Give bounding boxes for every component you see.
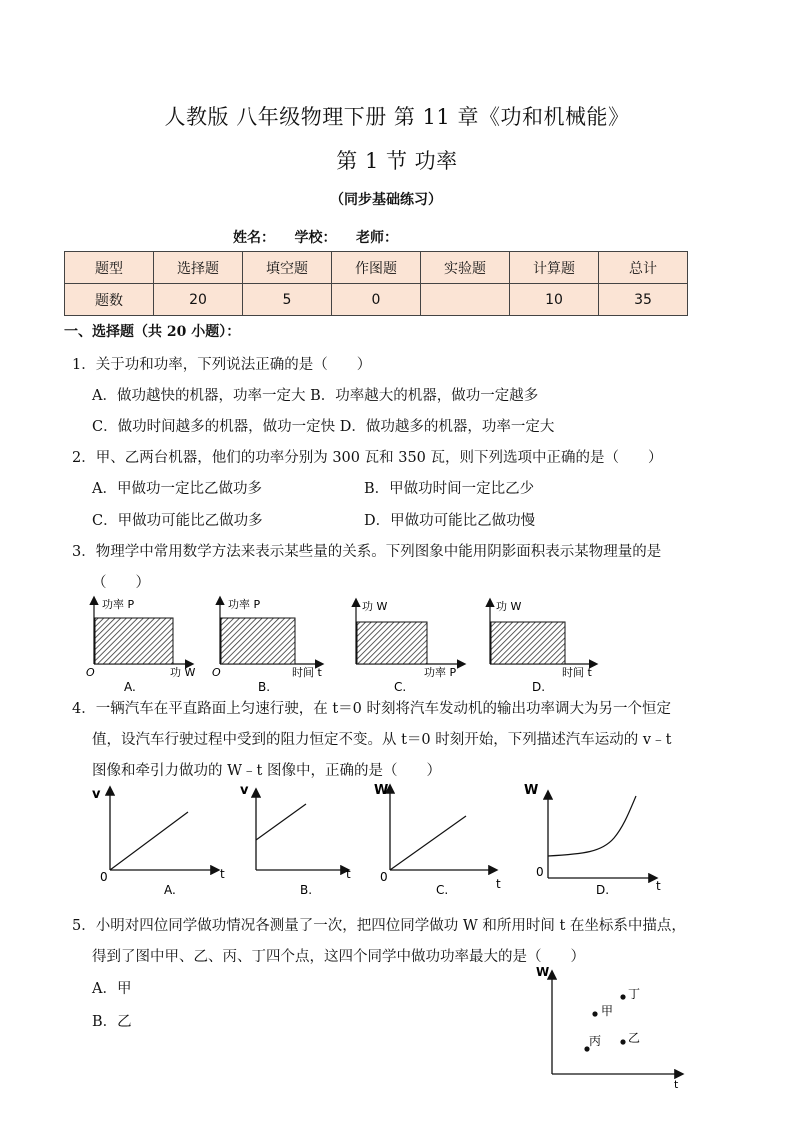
count-cell: 35 bbox=[599, 284, 688, 316]
q4b-ylabel: v bbox=[240, 783, 249, 798]
q2-stem: 2．甲、乙两台机器，他们的功率分别为 300 瓦和 350 瓦，则下列选项中正确的是（ ） bbox=[72, 450, 663, 466]
point-bing-label: 丙 bbox=[589, 1034, 602, 1048]
point-yi bbox=[620, 1039, 625, 1044]
q4a-option: A. bbox=[164, 883, 176, 897]
type-cell: 实验题 bbox=[421, 252, 510, 284]
q2-option-a: A．甲做功一定比乙做功多 bbox=[92, 481, 262, 497]
q3d-ylabel: 功 W bbox=[496, 600, 522, 613]
q4a-xlabel: t bbox=[220, 867, 225, 881]
q5-xlabel: t bbox=[674, 1078, 679, 1090]
point-jia bbox=[592, 1011, 597, 1016]
point-yi-label: 乙 bbox=[628, 1031, 641, 1045]
q3b-xlabel: 时间 t bbox=[292, 666, 322, 679]
count-cell: 10 bbox=[510, 284, 599, 316]
row-label: 题型 bbox=[65, 252, 154, 284]
section-title: 第 1 节 功率 bbox=[336, 149, 458, 173]
q3b-origin: O bbox=[212, 666, 221, 679]
q5-option-b: B．乙 bbox=[92, 1014, 132, 1030]
q3a-option: A. bbox=[124, 680, 136, 694]
q2-option-d: D．甲做功可能比乙做功慢 bbox=[364, 513, 536, 529]
q4-line1: 4．一辆汽车在平直路面上匀速行驶，在 t＝0 时刻将汽车发动机的输出功率调大为另一个恒定 bbox=[72, 701, 671, 717]
type-cell: 总计 bbox=[599, 252, 688, 284]
type-cell: 选择题 bbox=[154, 252, 243, 284]
q3a-xlabel: 功 W bbox=[170, 666, 196, 679]
type-cell: 计算题 bbox=[510, 252, 599, 284]
table-row bbox=[65, 252, 688, 284]
q3b-ylabel: 功率 P bbox=[228, 598, 261, 611]
q3-figures bbox=[84, 592, 624, 696]
q4-line3: 图像和牵引力做功的 W﹣t 图像中，正确的是（ ） bbox=[92, 763, 441, 779]
type-cell: 作图题 bbox=[332, 252, 421, 284]
q4d-option: D. bbox=[596, 883, 610, 897]
q1-stem: 1．关于功和功率，下列说法正确的是（ ） bbox=[72, 357, 372, 373]
count-cell: 20 bbox=[154, 284, 243, 316]
q4-figure-a bbox=[92, 787, 225, 897]
q4-figure-c bbox=[374, 783, 501, 897]
q5-option-a: A．甲 bbox=[92, 981, 132, 997]
q4-line2: 值，设汽车行驶过程中受到的阻力恒定不变。从 t＝0 时刻开始，下列描述汽车运动的 v﹣t bbox=[92, 732, 672, 748]
q4b-option: B. bbox=[300, 883, 313, 897]
q4c-origin: 0 bbox=[380, 870, 388, 884]
q4d-origin: 0 bbox=[536, 865, 544, 879]
point-ding bbox=[620, 994, 625, 999]
q3-figure-d bbox=[490, 599, 596, 694]
q3-stem: 3．物理学中常用数学方法来表示某些量的关系。下列图象中能用阴影面积表示某物理量的是 bbox=[72, 544, 662, 560]
q3c-xlabel: 功率 P bbox=[424, 666, 457, 679]
q3b-option: B. bbox=[258, 680, 271, 694]
q4d-ylabel: W bbox=[524, 783, 539, 798]
page-title: 人教版 八年级物理下册 第 11 章《功和机械能》 bbox=[164, 105, 630, 129]
q4a-ylabel: v bbox=[92, 787, 101, 802]
count-cell bbox=[421, 284, 510, 316]
q3-figure-a bbox=[86, 597, 195, 694]
q4d-xlabel: t bbox=[656, 879, 661, 893]
q4c-xlabel: t bbox=[496, 877, 501, 891]
q2-option-c: C．甲做功可能比乙做功多 bbox=[92, 513, 263, 529]
q3-figure-b bbox=[212, 597, 322, 694]
q3d-option: D. bbox=[532, 680, 546, 694]
q3c-option: C. bbox=[394, 680, 407, 694]
count-cell: 0 bbox=[332, 284, 421, 316]
q5-scatter-figure bbox=[530, 960, 690, 1090]
practice-label: （同步基础练习） bbox=[330, 192, 442, 208]
q3a-origin: O bbox=[86, 666, 95, 679]
point-jia-label: 甲 bbox=[601, 1004, 614, 1018]
q3d-xlabel: 时间 t bbox=[562, 666, 592, 679]
question-stats-table bbox=[64, 251, 688, 316]
q3a-ylabel: 功率 P bbox=[102, 598, 135, 611]
count-cell: 5 bbox=[243, 284, 332, 316]
point-ding-label: 丁 bbox=[628, 987, 641, 1001]
q2-option-b: B．甲做功时间一定比乙少 bbox=[364, 481, 535, 497]
q3-paren: （ ） bbox=[92, 575, 150, 591]
student-info: 姓名： 学校： 老师： bbox=[233, 230, 398, 246]
q5-line2: 得到了图中甲、乙、丙、丁四个点，这四个同学中做功功率最大的是（ ） bbox=[92, 949, 585, 965]
q3-figure-c bbox=[356, 599, 464, 694]
q1-options-ab: A．做功越快的机器，功率一定大 B．功率越大的机器，做功一定越多 bbox=[92, 388, 539, 404]
row-label: 题数 bbox=[65, 284, 154, 316]
q5-ylabel: W bbox=[536, 965, 550, 979]
q3c-ylabel: 功 W bbox=[362, 600, 388, 613]
q1-options-cd: C．做功时间越多的机器，做功一定快 D．做功越多的机器，功率一定大 bbox=[92, 419, 555, 435]
q5-line1: 5．小明对四位同学做功情况各测量了一次，把四位同学做功 W 和所用时间 t 在坐标系中描点， bbox=[72, 918, 686, 934]
q4-figure-b bbox=[240, 783, 351, 897]
table-row bbox=[65, 284, 688, 316]
section-heading: 一、选择题（共 20 小题）： bbox=[64, 324, 241, 340]
q4-figures bbox=[84, 778, 674, 900]
q4c-option: C. bbox=[436, 883, 449, 897]
q4a-origin: 0 bbox=[100, 870, 108, 884]
q4b-xlabel: t bbox=[346, 867, 351, 881]
q4-figure-d bbox=[524, 783, 661, 897]
q4c-ylabel: W bbox=[374, 783, 389, 798]
type-cell: 填空题 bbox=[243, 252, 332, 284]
